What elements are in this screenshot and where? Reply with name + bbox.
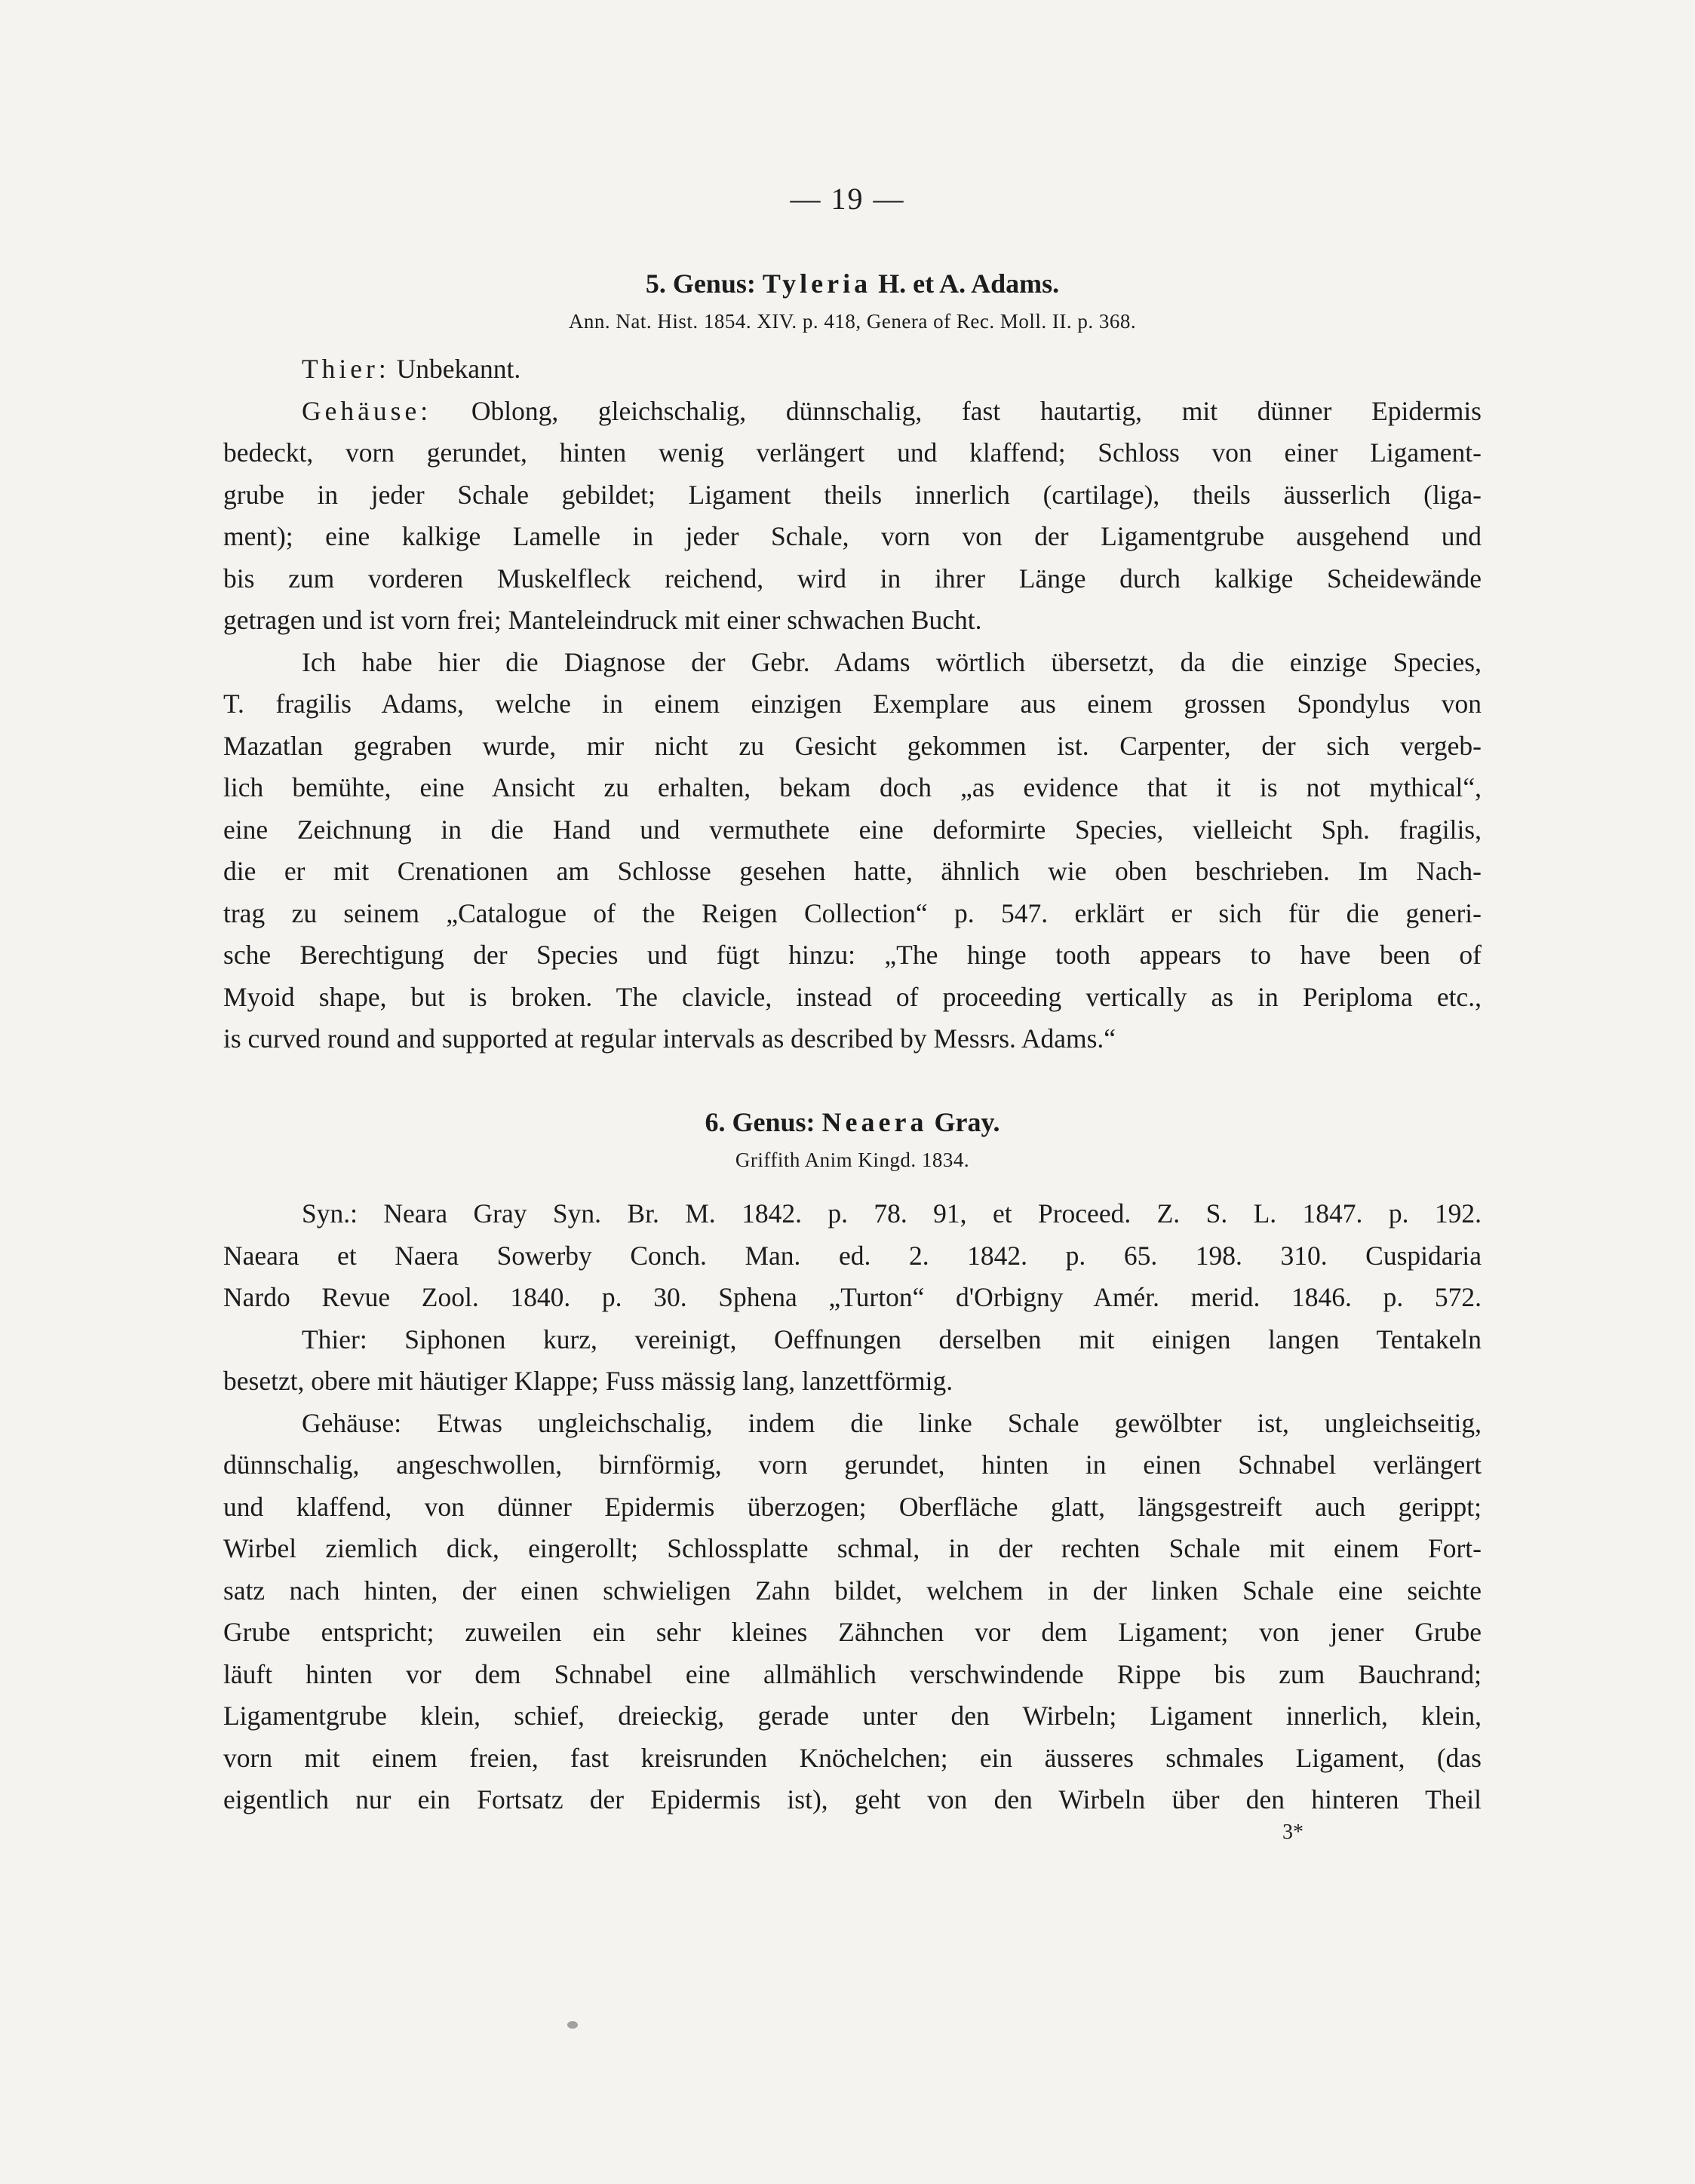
- genus-6-gehaeuse-line: eigentlich nur ein Fortsatz der Epidermis ist), geht von den Wirbeln über den hinteren Theil: [223, 1784, 1482, 1814]
- genus-5-discussion-line: T. fragilis Adams, welche in einem einzigen Exemplare aus einem grossen Spondylus von: [223, 689, 1482, 719]
- ink-speck: [567, 2021, 578, 2029]
- genus-6-syn-line: Naeara et Naera Sowerby Conch. Man. ed. 2. 1842. p. 65. 198. 310. Cuspidaria: [223, 1240, 1482, 1271]
- genus-6-gehaeuse-line: und klaffend, von dünner Epidermis überzogen; Oberfläche glatt, längsgestreift auch gerippt;: [223, 1491, 1482, 1522]
- gehaeuse-label: Gehäuse:: [302, 395, 432, 426]
- genus-6-gehaeuse-line: Gehäuse: Etwas ungleichschalig, indem die linke Schale gewölbter ist, ungleichseitig,: [302, 1407, 1482, 1438]
- genus-6-thier-line: Thier: Siphonen kurz, vereinigt, Oeffnungen derselben mit einigen langen Tentakeln: [302, 1324, 1482, 1354]
- genus-6-heading: [223, 1104, 1482, 1140]
- genus-6-gehaeuse-line: Wirbel ziemlich dick, eingerollt; Schlossplatte schmal, in der rechten Schale mit einem Fort-: [223, 1533, 1482, 1563]
- thier-label: Thier:: [302, 354, 390, 384]
- genus-5-discussion-line: Ich habe hier die Diagnose der Gebr. Adams wörtlich übersetzt, da die einzige Species,: [302, 646, 1482, 677]
- text-line: Oblong, gleichschalig, dünnschalig, fast hautartig, mit dünner Epidermis: [471, 395, 1482, 426]
- signature-mark: 3*: [1282, 1821, 1303, 1844]
- genus-5-gehaeuse-line: ment); eine kalkige Lamelle in jeder Schale, vorn von der Ligamentgrube ausgehend und: [223, 521, 1482, 551]
- genus-5-discussion-line: sche Berechtigung der Species und fügt hinzu: „The hinge tooth appears to have been of: [223, 940, 1482, 970]
- genus-6-body: [223, 1193, 1482, 1821]
- genus-5-gehaeuse-line: getragen und ist vorn frei; Manteleindruck mit einer schwachen Bucht.: [223, 605, 982, 635]
- genus-6-author: Gray.: [934, 1107, 1000, 1137]
- genus-5-heading: [223, 265, 1482, 302]
- genus-6-thier-line: besetzt, obere mit häutiger Klappe; Fuss mässig lang, lanzettförmig.: [223, 1366, 953, 1396]
- genus-6-gehaeuse-line: dünnschalig, angeschwollen, birnförmig, vorn gerundet, hinten in einen Schnabel verlängert: [223, 1449, 1482, 1480]
- genus-5-discussion-line: Mazatlan gegraben wurde, mir nicht zu Gesicht gekommen ist. Carpenter, der sich vergeb-: [223, 730, 1482, 761]
- thier-text: Unbekannt.: [396, 354, 521, 384]
- genus-5-gehaeuse-line: [223, 391, 1482, 433]
- genus-5-gehaeuse-line: bedeckt, vorn gerundet, hinten wenig verlängert und klaffend; Schloss von einer Ligament-: [223, 437, 1482, 468]
- genus-5-discussion-line: Myoid shape, but is broken. The clavicle, instead of proceeding vertically as in Periploma etc.,: [223, 981, 1482, 1012]
- genus-6-gehaeuse-line: Ligamentgrube klein, schief, dreieckig, gerade unter den Wirbeln; Ligament innerlich, klein,: [223, 1701, 1482, 1731]
- genus-5-name: Tyleria: [762, 268, 872, 299]
- genus-6-syn-line: Nardo Revue Zool. 1840. p. 30. Sphena „Turton“ d'Orbigny Amér. merid. 1846. p. 572.: [223, 1282, 1482, 1312]
- genus-5-gehaeuse-line: bis zum vorderen Muskelfleck reichend, wird in ihrer Länge durch kalkige Scheidewände: [223, 563, 1482, 594]
- genus-6-reference: Griffith Anim Kingd. 1834.: [735, 1149, 970, 1171]
- genus-5-discussion-line: die er mit Crenationen am Schlosse gesehen hatte, ähnlich wie oben beschrieben. Im Nach-: [223, 856, 1482, 886]
- genus-6-gehaeuse-line: Grube entspricht; zuweilen ein sehr kleines Zähnchen vor dem Ligament; von jener Grube: [223, 1617, 1482, 1647]
- genus-5-body: [223, 348, 1482, 1060]
- genus-6-gehaeuse-line: läuft hinten vor dem Schnabel eine allmählich verschwindende Rippe bis zum Bauchrand;: [223, 1658, 1482, 1689]
- genus-6-gehaeuse-line: satz nach hinten, der einen schwieligen Zahn bildet, welchem in der linken Schale eine seichte: [223, 1575, 1482, 1606]
- genus-5-reference: Ann. Nat. Hist. 1854. XIV. p. 418, Genera of Rec. Moll. II. p. 368.: [568, 310, 1137, 333]
- genus-6-name: Neaera: [821, 1107, 928, 1137]
- genus-5-gehaeuse-line: grube in jeder Schale gebildet; Ligament theils innerlich (cartilage), theils äusserlich (liga-: [223, 479, 1482, 510]
- genus-6-prefix: 6. Genus:: [705, 1107, 815, 1137]
- genus-6-gehaeuse-line: vorn mit einem freien, fast kreisrunden Knöchelchen; ein äusseres schmales Ligament, (das: [223, 1742, 1482, 1773]
- page-number: — 19 —: [790, 182, 905, 216]
- genus-5-discussion-line: lich bemühte, eine Ansicht zu erhalten, bekam doch „as evidence that it is not mythical“,: [223, 772, 1482, 802]
- genus-5-discussion-line: eine Zeichnung in die Hand und vermuthete eine deformirte Species, vielleicht Sph. fragilis,: [223, 814, 1482, 845]
- genus-5-author: H. et A. Adams.: [878, 268, 1060, 299]
- genus-5-prefix: 5. Genus:: [645, 268, 756, 299]
- genus-5-thier: [223, 348, 1482, 391]
- genus-5-discussion-line: trag zu seinem „Catalogue of the Reigen Collection“ p. 547. erklärt er sich für die generi-: [223, 897, 1482, 928]
- genus-5-discussion-line: is curved round and supported at regular intervals as described by Messrs. Adams.“: [223, 1023, 1116, 1054]
- genus-6-syn-line: Syn.: Neara Gray Syn. Br. M. 1842. p. 78. 91, et Proceed. Z. S. L. 1847. p. 192.: [302, 1198, 1482, 1228]
